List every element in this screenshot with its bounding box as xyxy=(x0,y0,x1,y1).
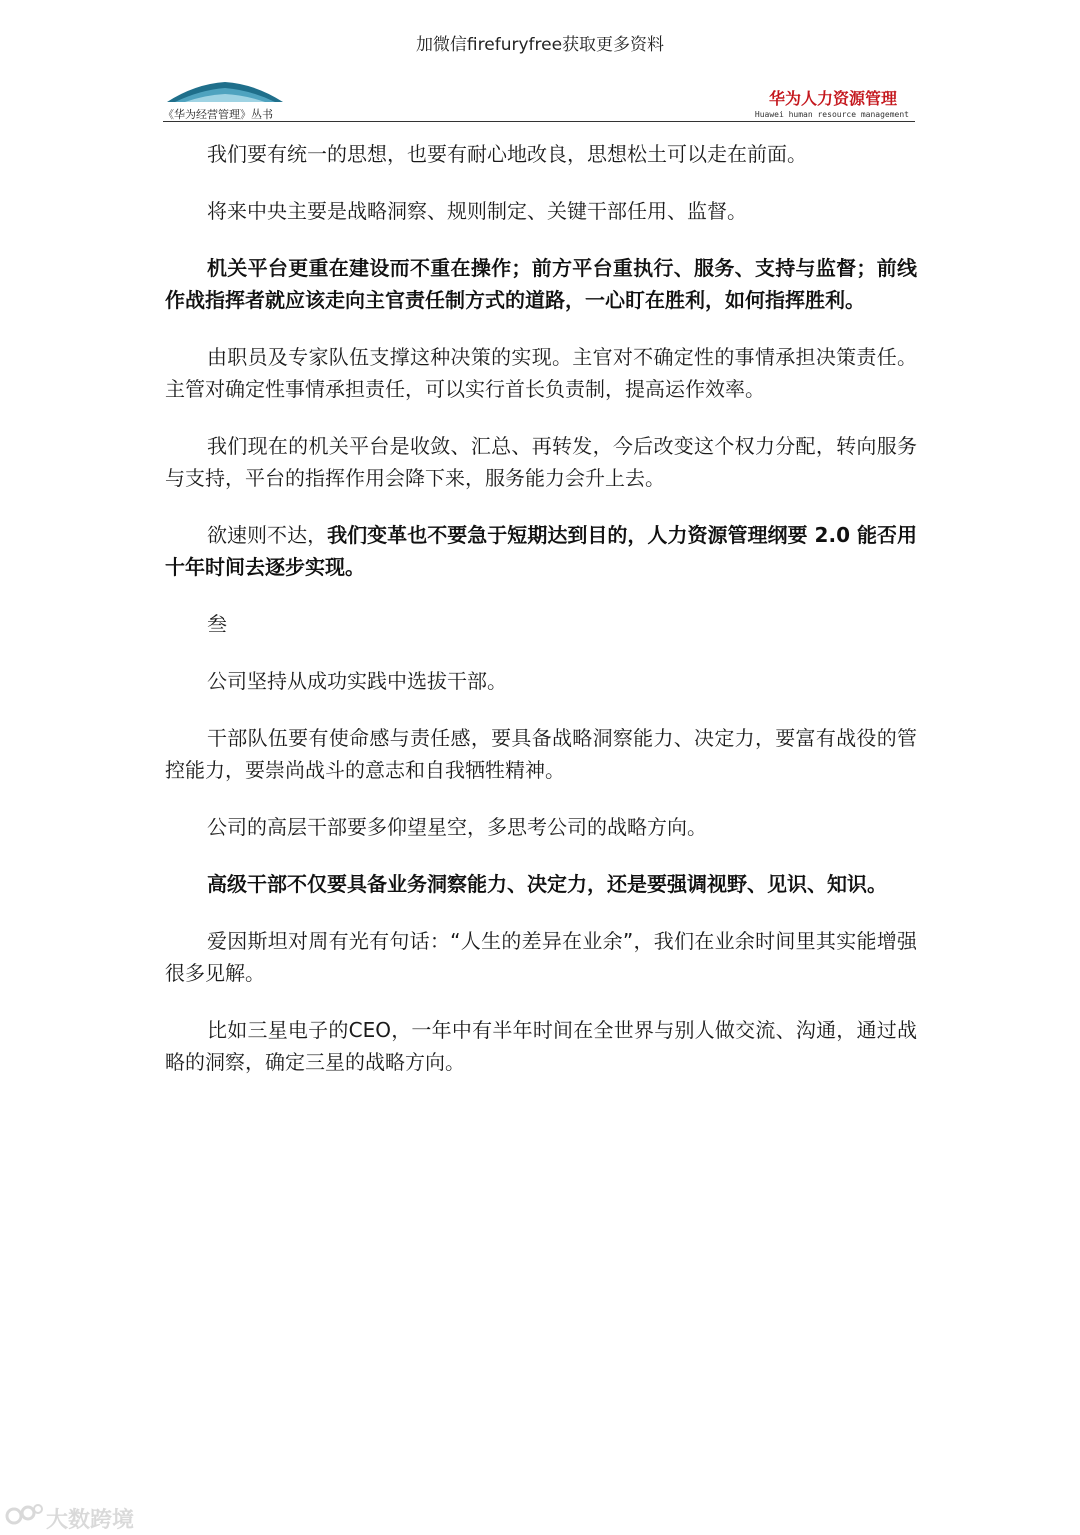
paragraph: 公司的高层干部要多仰望星空，多思考公司的战略方向。 xyxy=(207,815,707,839)
paragraph: 干部队伍要有使命感与责任感，要具备战略洞察能力、决定力，要富有战役的管控能力，要崇尚战斗的意志和自我牺牲精神。 xyxy=(165,726,917,782)
paragraph: 我们现在的机关平台是收敛、汇总、再转发，今后改变这个权力分配，转向服务与支持，平台的指挥作用会降下来，服务能力会升上去。 xyxy=(165,434,917,490)
header-divider xyxy=(163,121,915,122)
watermark-logo-icon xyxy=(4,1501,44,1531)
paragraph: 比如三星电子的CEO，一年中有半年时间在全世界与别人做交流、沟通，通过战略的洞察，确定三星的战略方向。 xyxy=(165,1018,917,1074)
brand-title: 华为人力资源管理 xyxy=(768,89,897,108)
paragraph-emphasis: 我们变革也不要急于短期达到目的，人力资源管理纲要 2.0 能否用十年时间去逐步实现。 xyxy=(165,523,918,579)
book-series-title: 《华为经营管理》丛书 xyxy=(163,108,273,121)
paragraph: 由职员及专家队伍支撑这种决策的实现。主官对不确定性的事情承担决策责任。主管对确定性事情承担责任，可以实行首长负责制，提高运作效率。 xyxy=(165,345,917,401)
paragraph: 将来中央主要是战略洞察、规则制定、关键干部任用、监督。 xyxy=(207,199,747,223)
mountain-logo-icon xyxy=(165,80,285,104)
page-header xyxy=(163,74,915,124)
brand-subtitle: Huawei human resource management xyxy=(754,110,909,119)
paragraph-lead: 欲速则不达， xyxy=(207,523,328,547)
page-body xyxy=(165,138,917,1103)
paragraph: 爱因斯坦对周有光有句话：“人生的差异在业余”，我们在业余时间里其实能增强很多见解。 xyxy=(165,929,917,985)
paragraph-bold: 高级干部不仅要具备业务洞察能力、决定力，还是要强调视野、见识、知识。 xyxy=(207,872,887,896)
paragraph-bold: 机关平台更重在建设而不重在操作；前方平台重执行、服务、支持与监督；前线作战指挥者就应该走向主官责任制方式的道路，一心盯在胜利，如何指挥胜利。 xyxy=(165,256,917,312)
section-heading: 叁 xyxy=(207,612,227,636)
paragraph-mixed xyxy=(165,519,917,583)
top-banner: 加微信firefuryfree获取更多资料 xyxy=(415,35,665,55)
paragraph: 我们要有统一的思想，也要有耐心地改良，思想松土可以走在前面。 xyxy=(207,142,807,166)
paragraph: 公司坚持从成功实践中选拔干部。 xyxy=(207,669,507,693)
watermark-text: 大数跨境 xyxy=(46,1508,135,1533)
watermark xyxy=(4,1501,154,1531)
